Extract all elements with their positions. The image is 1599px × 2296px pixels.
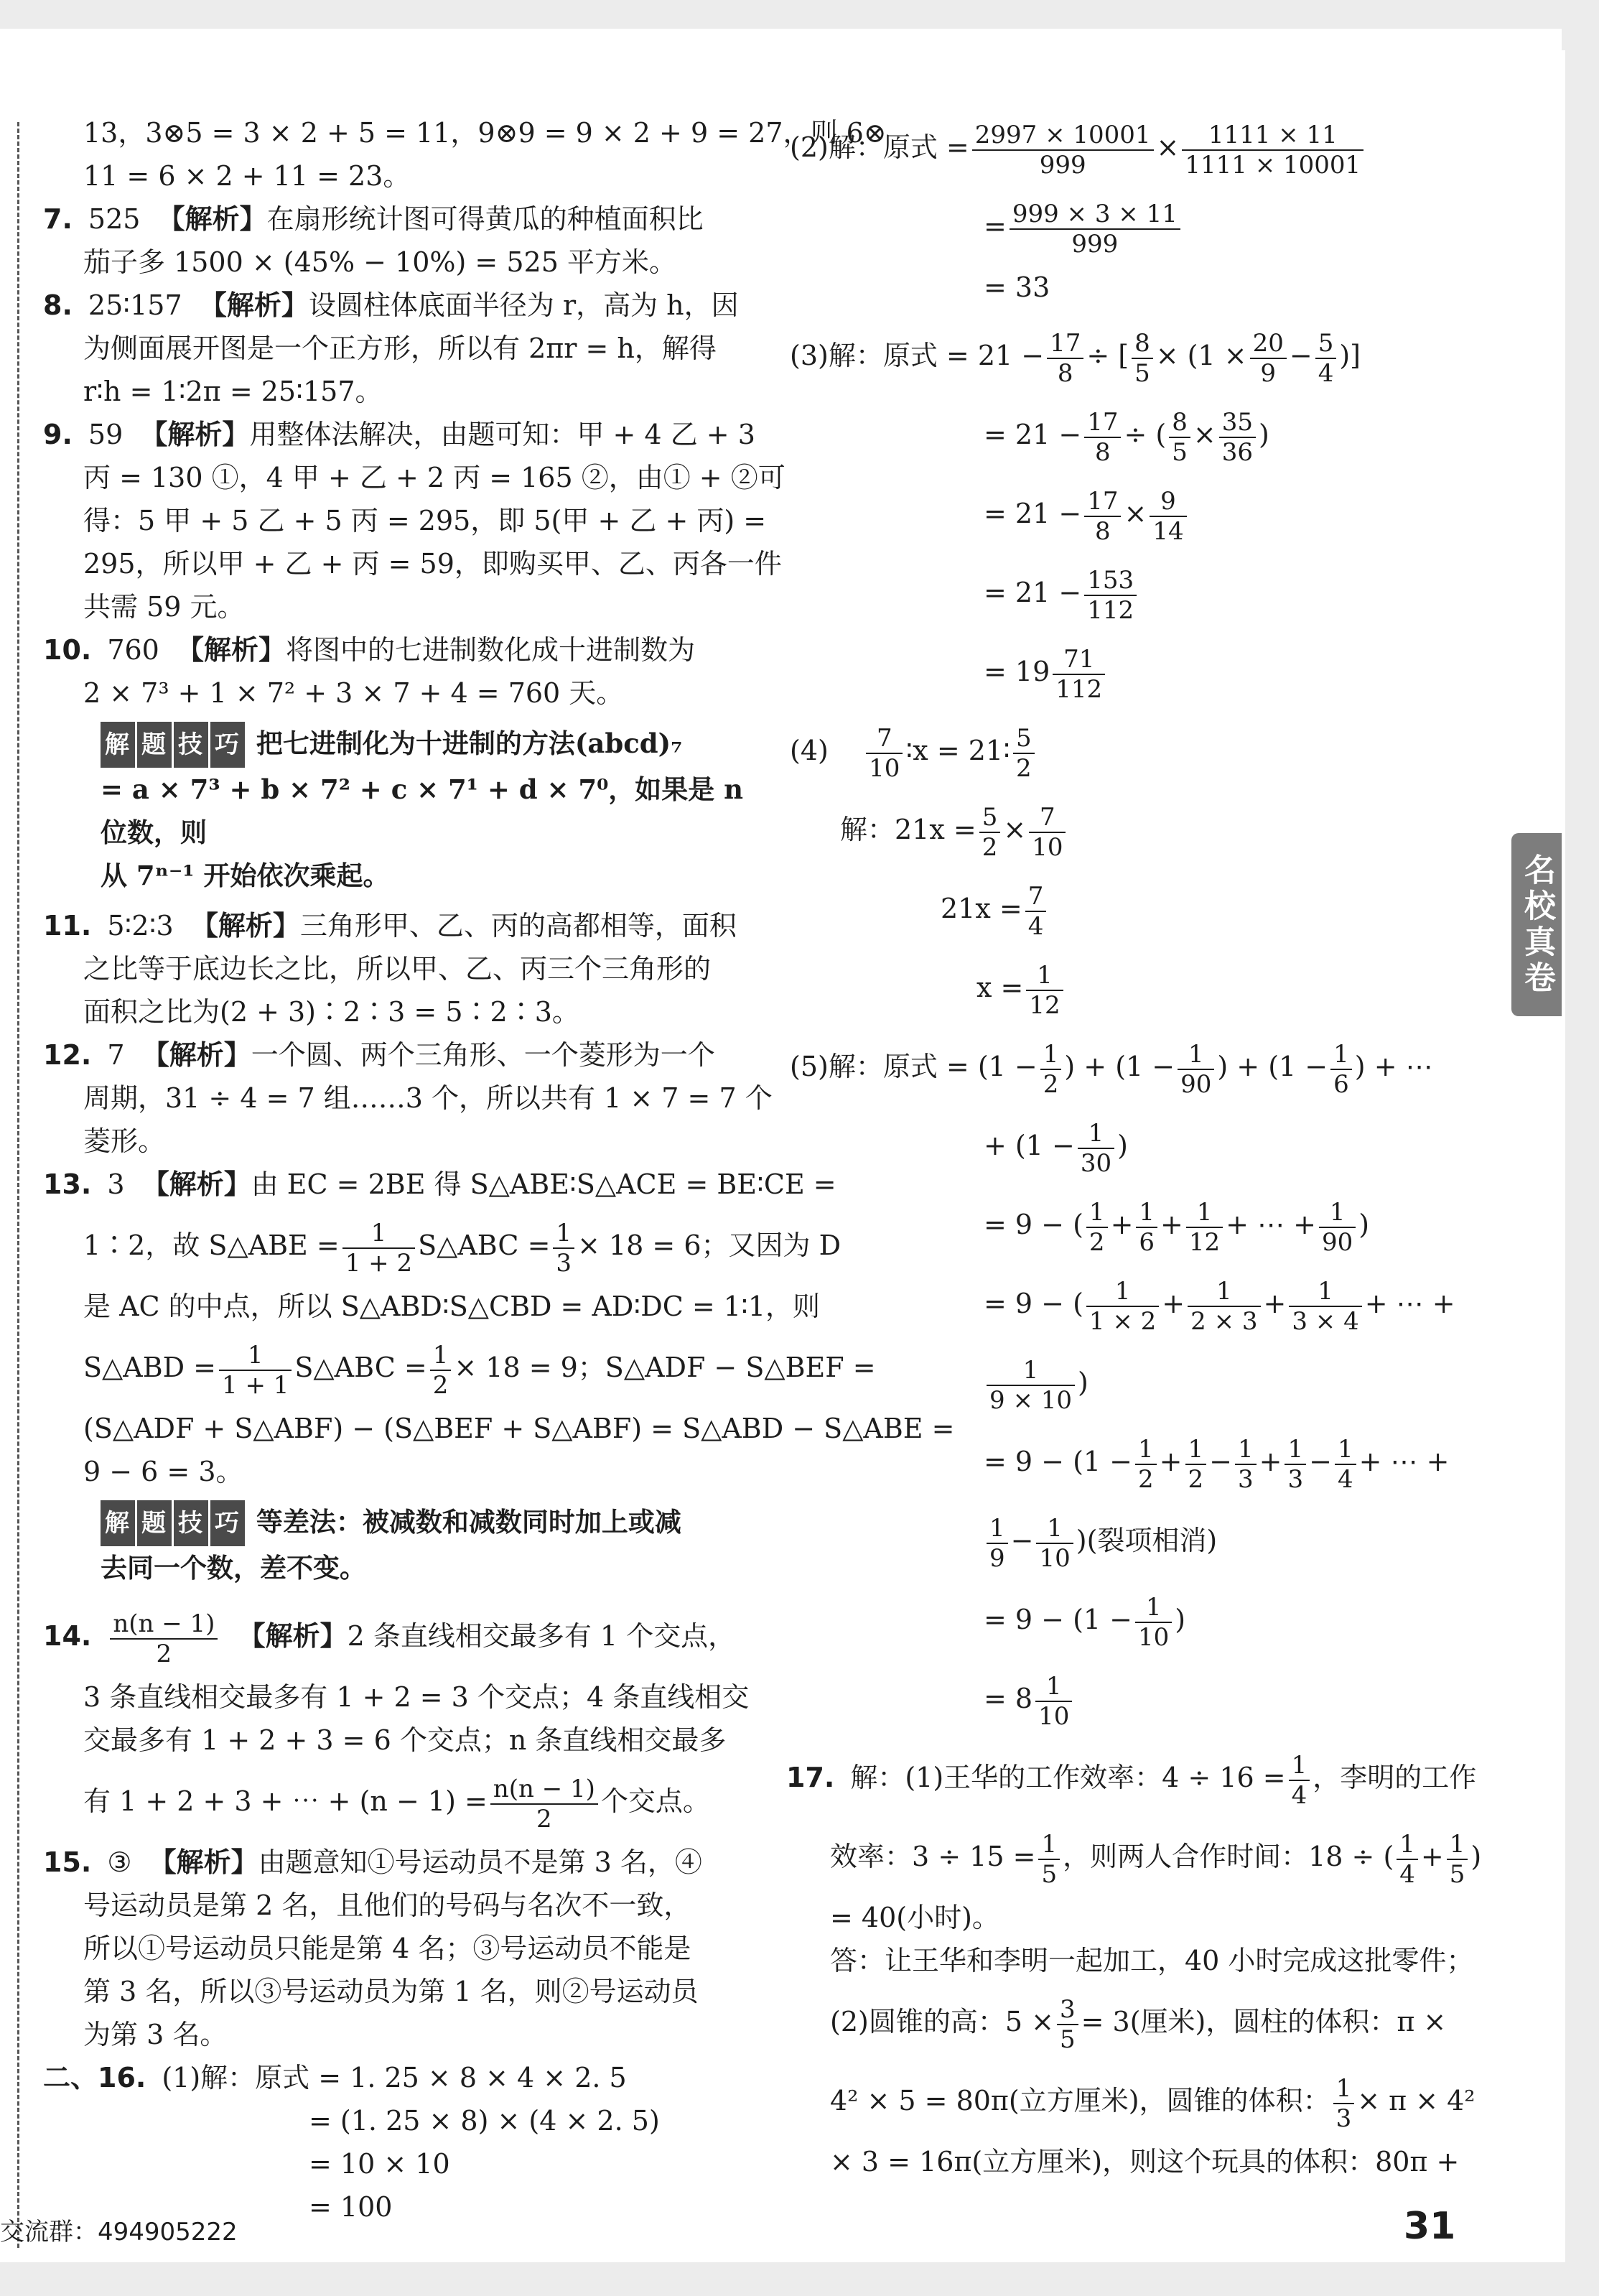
text-line: 13，3⊗5 = 3 × 2 + 5 = 11，9⊗9 = 9 × 2 + 9 = 27，则 6⊗ — [83, 117, 887, 149]
part-5: (5)解：原式 = (1 − $\frac{1}{2}$ ) + (1 − $\frac{1}{90}$ ) + (1 − $\frac{1}{6}$ ) + ⋯ — [790, 1039, 1433, 1099]
question-17: 17. 解：(1)王华的工作效率：4 ÷ 16 = $\frac{1}{4}$ ，李明的工作 — [786, 1750, 1477, 1810]
part-4: (4) $\frac{7}{10}$ ∶x = 21∶ $\frac{5}{2}$ — [790, 711, 1508, 790]
question-16: 二、16. (1)解：原式 = 1. 25 × 8 × 4 × 2. 5 — [43, 2062, 627, 2093]
footer-text: 交流群：494905222 — [0, 2218, 238, 2246]
question-14: 14. $\frac{n(n - 1)}{2}$ 【解析】2 条直线相交最多有 1 个交点， — [43, 1609, 736, 1668]
question-8: 8. 25∶157 【解析】设圆柱体底面半径为 r，高为 h，因 — [43, 289, 739, 321]
question-9: 9. 59 【解析】用整体法解决，由题可知：甲 + 4 乙 + 3 — [43, 419, 755, 450]
right-column: (2)解：原式 = $\frac{2997 \times 10001}{999}$ × $\frac{1111 \times 11}{1111 \times 10001}$ = $\frac{999 \times 3 \times 11}{999}$ = 33 (3)解：原式 = 21 − $\frac{17}{8}$ ÷ [ $\frac{8}{5}$ × (1 × $\frac{20}{9}$ − $\frac{5}{4}$ )] = 21 − $\frac{17}{8}$ ÷ ( $\frac{8}{5}$ × $\frac{35}{36}$ ) = 21 − $\frac{17}{8}$ × $\frac{9}{14}$ = 21 − $\frac{153}{112}$ = 19 $\frac{71}{112}$ (4) $\frac{7}{10}$ ∶x = 21∶ $\frac{5}{2}$ 解：21x = $\frac{5}{2}$ × $\frac{7}{10}$ 21x = $\frac{7}{4}$ x = $\frac{1}{12}$ (5)解：原式 = (1 − $\frac{1}{2}$ ) + (1 − $\frac{1}{90}$ ) + (1 − $\frac{1}{6}$ ) + ⋯ + (1 − $\frac{1}{30}$ ) = 9 − ( $\frac{1}{2}$ + $\frac{1}{6}$ + $\frac{1}{12}$ + ⋯ + $\frac{1}{90}$ ) = 9 − ( $\frac{1}{1 \times 2}$ + $\frac{1}{2 \times 3}$ + $\frac{1}{3 \times 4}$ + ⋯ + $\frac{1}{9 \times 10}$ ) = 9 − (1 − $\frac{1}{2}$ + $\frac{1}{2}$ − $\frac{1}{3}$ + $\frac{1}{3}$ − $\frac{1}{4}$ + ⋯ + $\frac{1}{9}$ − $\frac{1}{10}$ )(裂项相消) = 9 − (1 − $\frac{1}{10}$ ) = 8 $\frac{1}{10}$ 17. 解：(1)王华的工作效率：4 ÷ 16 = $\frac{1}{4}$ ，李明的工作 效率：3 ÷ 15 = $\frac{1}{5}$ ，则两人合作时间：18 ÷ ( $\frac{1}{4}$ + $\frac{1}{5}$ ) = 40(小时)。 答：让王华和李明一起加工，40 小时完成这批零件； (2)圆锥的高：5 × $\frac{3}{5}$ = 3(厘米)，圆柱的体积：π × 4² × 5 = 80π(立方厘米)，圆锥的体积： $\frac{1}{3}$ × π × 4² × 3 = 16π(立方厘米)，则这个玩具的体积：80π + — [790, 108, 1508, 2183]
text-line: 11 = 6 × 2 + 11 = 23。 — [83, 160, 411, 192]
left-column: 13，3⊗5 = 3 × 2 + 5 = 11，9⊗9 = 9 × 2 + 9 = 27，则 6⊗ 11 = 6 × 2 + 11 = 23。 7. 525 【解析】在扇形统计图可得黄瓜的种植面积比 茄子多 1500 × (45% − 10%) = 525 平方米。 8. 25∶157 【解析】设圆柱体底面半径为 r，高为 h，因 为侧面展开图是一个正方形，所以有 2πr = h，解得 r∶h = 1∶2π = 25∶157。 9. 59 【解析】用整体法解决，由题可知：甲 + 4 乙 + 3 丙 = 130 ①，4 甲 + 乙 + 2 丙 = 165 ②，由① + ②可 得：5 甲 + 5 乙 + 5 丙 = 295，即 5(甲 + 乙 + 丙) = 295，所以甲 + 乙 + 丙 = 59，即购买甲、乙、丙各一件 共需 59 元。 10. 760 【解析】将图中的七进制数化成十进制数为 2 × 7³ + 1 × 7² + 3 × 7 + 4 = 760 天。 解 题 技 巧 把七进制化为十进制的方法(abcd)₇ = a × 7³ + b × 7² + c × 7¹ + d × 7⁰，如果是 n 位数，则 从 7ⁿ⁻¹ 开始依次乘起。 11. 5∶2∶3 【解析】三角形甲、乙、丙的高都相等，面积 之比等于底边长之比，所以甲、乙、丙三个三角形的 面积之比为(2 + 3)∶2∶3 = 5∶2∶3。 12. 7 【解析】一个圆、两个三角形、一个菱形为一个 周期，31 ÷ 4 = 7 组……3 个，所以共有 1 × 7 = 7 个 菱形。 13. 3 【解析】由 EC = 2BE 得 S△ABE∶S△ACE = BE∶CE = 1∶2，故 S△ABE = $\frac{1}{1 + 2}$ S△ABC = $\frac{1}{3}$ × 18 = 6；又因为 D 是 AC 的中点，所以 S△ABD∶S△CBD = AD∶DC = 1∶1，则 S△ABD = $\frac{1}{1 + 1}$ S△ABC = $\frac{1}{2}$ × 18 = 9；S△ADF − S△BEF = (S△ADF + S△ABF) − (S△BEF + S△ABF) = S△ABD − S△ABE = 9 − 6 = 3。 解 题 技 巧 等差法：被减数和减数同时加上或减 去同一个数，差不变。 14. $\frac{n(n - 1)}{2}$ 【解析】2 条直线相交最多有 1 个交点， 3 条直线相交最多有 1 + 2 = 3 个交点；4 条直线相交 交最多有 1 + 2 + 3 = 6 个交点；n 条直线相交最多 有 1 + 2 + 3 + ⋯ + (n − 1) = $\frac{n(n - 1)}{2}$ 个交点。 15. ③ 【解析】由题意知①号运动员不是第 3 名，④ 号运动员是第 2 名，且他们的号码与名次不一致， 所以①号运动员只能是第 4 名；③号运动员不能是 第 3 名，所以③号运动员为第 1 名，则②号运动员 为第 3 名。 二、16. (1)解：原式 = 1. 25 × 8 × 4 × 2. 5 = (1. 25 × 8) × (4 × 2. 5) = 10 × 10 = 100 — [43, 111, 754, 2228]
question-7: 7. 525 【解析】在扇形统计图可得黄瓜的种植面积比 — [43, 203, 704, 235]
bottom-border — [0, 2262, 1599, 2296]
question-11: 11. 5∶2∶3 【解析】三角形甲、乙、丙的高都相等，面积 — [43, 910, 737, 942]
question-12: 12. 7 【解析】一个圆、两个三角形、一个菱形为一个 — [43, 1039, 715, 1071]
right-border — [1565, 0, 1599, 2296]
question-15: 15. ③ 【解析】由题意知①号运动员不是第 3 名，④ — [43, 1846, 702, 1878]
question-13: 13. 3 【解析】由 EC = 2BE 得 S△ABE∶S△ACE = BE∶CE = — [43, 1168, 836, 1200]
tip-box-2: 解 题 技 巧 等差法：被减数和减数同时加上或减 去同一个数，差不变。 — [101, 1500, 754, 1589]
binding-dashed-line — [17, 122, 19, 2248]
page-number: 31 — [1404, 2205, 1456, 2248]
side-tab: 名校真卷 — [1511, 833, 1562, 1016]
part-3: (3)解：原式 = 21 − $\frac{17}{8}$ ÷ [ $\frac{8}{5}$ × (1 × $\frac{20}{9}$ − $\frac{5}{4}$ )] — [790, 328, 1361, 388]
part-2: (2)解：原式 = $\frac{2997 \times 10001}{999}$ × $\frac{1111 \times 11}{1111 \times 10001}$ — [790, 108, 1508, 187]
question-10: 10. 760 【解析】将图中的七进制数化成十进制数为 — [43, 634, 696, 666]
tip-box-1: 解 题 技 巧 把七进制化为十进制的方法(abcd)₇ = a × 7³ + b × 7² + c × 7¹ + d × 7⁰，如果是 n 位数，则 从 7ⁿ⁻¹ 开始依次乘起。 — [101, 722, 754, 897]
